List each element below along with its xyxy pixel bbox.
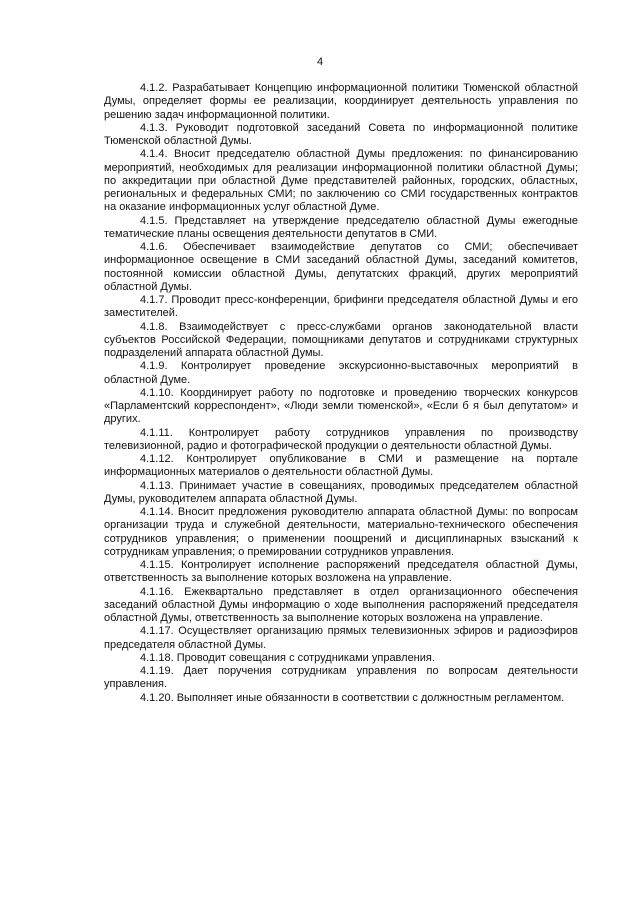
- paragraph-4-1-9: 4.1.9. Контролирует проведение экскурсионно-выставочных мероприятий в областной Думе.: [104, 360, 578, 386]
- paragraph-4-1-12: 4.1.12. Контролирует опубликование в СМИ и размещение на портале информационных материалов о деятельности областной Думы.: [104, 453, 578, 479]
- paragraph-4-1-5: 4.1.5. Представляет на утверждение председателю областной Думы ежегодные тематические планы освещения деятельности депутатов в СМИ.: [104, 214, 578, 240]
- page-number: 4: [316, 56, 324, 68]
- paragraph-4-1-11: 4.1.11. Контролирует работу сотрудников управления по производству телевизионной, радио и фотографической продукции о деятельности областной Думы.: [104, 426, 578, 452]
- paragraph-4-1-4: 4.1.4. Вносит председателю областной Думы предложения: по финансированию мероприятий, необходимых для реализации информационной политики областной Думы; по аккредитации при областной Думе представителей районных, городских, областных, региональных и федеральных СМИ; по заключению со СМИ государственных контрактов на оказание информационных услуг областной Думе.: [104, 148, 578, 214]
- paragraph-4-1-16: 4.1.16. Ежеквартально представляет в отдел организационного обеспечения заседаний областной Думы информацию о ходе выполнения распоряжений председателя областной Думы, ответственность за выполнение которых возложена на управление.: [104, 585, 578, 624]
- document-body: [104, 82, 578, 705]
- paragraph-4-1-7: 4.1.7. Проводит пресс-конференции, брифинги председателя областной Думы и его заместителей.: [104, 294, 578, 320]
- paragraph-4-1-20: 4.1.20. Выполняет иные обязанности в соответствии с должностным регламентом.: [140, 691, 565, 704]
- paragraph-4-1-3: 4.1.3. Руководит подготовкой заседаний Совета по информационной политике Тюменской областной Думы.: [104, 121, 578, 147]
- paragraph-4-1-14: 4.1.14. Вносит предложения руководителю аппарата областной Думы: по вопросам организации труда и служебной деятельности, материально-технического обеспечения сотрудников управления; о применении поощрений и дисциплинарных взысканий к сотрудникам управления; о премировании сотрудников управления.: [104, 506, 578, 558]
- paragraph-4-1-2: 4.1.2. Разрабатывает Концепцию информационной политики Тюменской областной Думы, определяет формы ее реализации, координирует деятельность управления по решению задач информационной политики.: [104, 82, 578, 121]
- paragraph-4-1-6: 4.1.6. Обеспечивает взаимодействие депутатов со СМИ; обеспечивает информационное освещение в СМИ заседаний областной Думы, заседаний комитетов, постоянной комиссии областной Думы, депутатских фракций, других мероприятий областной Думы.: [104, 241, 578, 293]
- paragraph-4-1-19: 4.1.19. Дает поручения сотрудникам управления по вопросам деятельности управления.: [104, 665, 578, 691]
- paragraph-4-1-10: 4.1.10. Координирует работу по подготовке и проведению творческих конкурсов «Парламентский корреспондент», «Люди земли тюменской», «Если б я был депутатом» и других.: [104, 386, 578, 426]
- paragraph-4-1-13: 4.1.13. Принимает участие в совещаниях, проводимых председателем областной Думы, руководителем аппарата областной Думы.: [104, 479, 578, 505]
- paragraph-4-1-15: 4.1.15. Контролирует исполнение распоряжений председателя областной Думы, ответственность за выполнение которых возложена на управление.: [104, 559, 578, 585]
- paragraph-4-1-17: 4.1.17. Осуществляет организацию прямых телевизионных эфиров и радиоэфиров председателя областной Думы.: [104, 625, 578, 651]
- paragraph-4-1-8: 4.1.8. Взаимодействует с пресс-службами органов законодательной власти субъектов Российской Федерации, помощниками депутатов и сотрудниками структурных подразделений аппарата областной Думы.: [104, 320, 578, 359]
- paragraph-4-1-18: 4.1.18. Проводит совещания с сотрудниками управления.: [140, 651, 435, 664]
